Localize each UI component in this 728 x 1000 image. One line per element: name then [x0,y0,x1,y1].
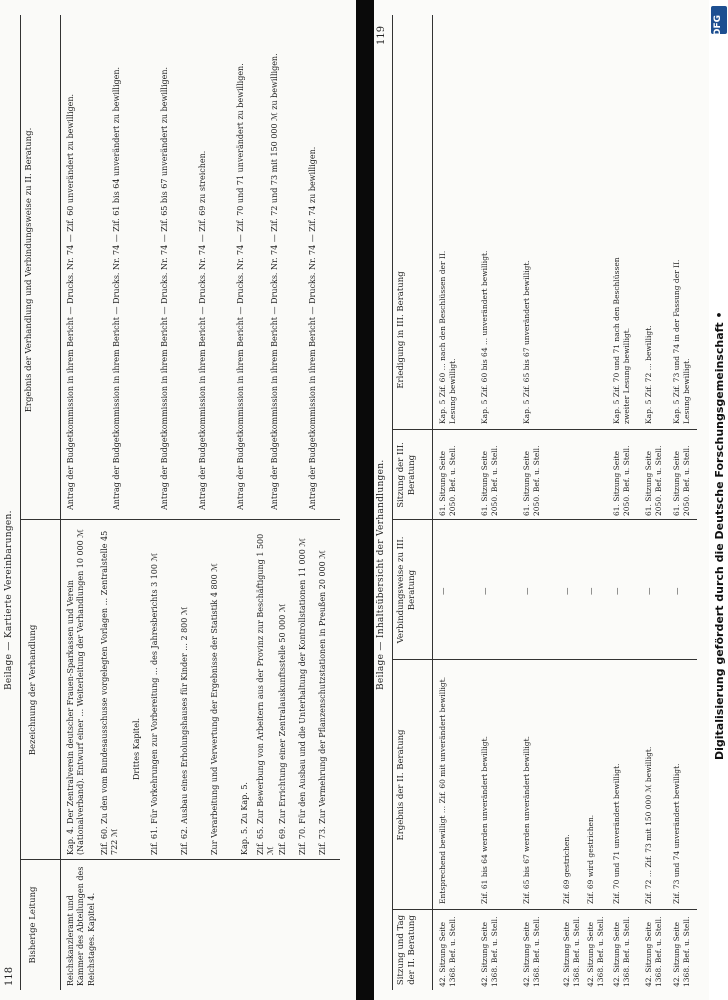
r-col-divider-1 [392,909,697,910]
row-2-sitzung3: 61. Sitzung Seite 2050. Bef. u. Stell. [522,445,542,516]
left-result-1: Antrag der Budgetkommission in ihrem Bericht — Drucks. Nr. 74 — Zif. 61 bis 64 unverändert zu bewilligen. [112,66,121,510]
row-7-sitzung: 42. Sitzung Seite 1368. Bef. u. Stell. [672,916,692,987]
row-0-verb: — [438,587,447,595]
page-number-right: 119 [376,25,387,45]
row-1-sitzung3: 61. Sitzung Seite 2050. Bef. u. Stell. [480,445,500,516]
left-result-6: Antrag der Budgetkommission in ihrem Bericht — Drucks. Nr. 74 — Zif. 74 zu bewilligen. [308,146,317,510]
header-sitzung-iii: Sitzung der III. Beratung [396,442,417,508]
row-6-verb: — [644,587,653,595]
left-block-10: Zif. 73. Zur Vermehrung der Pflanzenschutzstationen in Preußen 20 000 ℳ [318,550,327,855]
left-block-8: Zif. 69. Zur Errichtung einer Zentralauskunftsstelle 50 000 ℳ [278,603,287,855]
dfg-logo-text: DFG [713,14,723,36]
left-block-7: Zif. 65. Zur Bewerbung von Arbeitern aus der Provinz zur Beschäftigung 1 500 ℳ [256,533,276,855]
row-6-erl: Kap. 5 Zif. 72 ... bewilligt. [644,325,653,424]
left-result-2: Antrag der Budgetkommission in ihrem Bericht — Drucks. Nr. 74 — Zif. 65 bis 67 unverändert zu bewilligen. [160,66,169,510]
row-4-verb: — [586,587,595,595]
row-2-verb: — [522,587,531,595]
header-sitzung: Sitzung und Tag der II. Beratung [396,914,417,986]
running-head-right: Beilage — Inhaltsübersicht der Verhandlungen. [376,459,386,690]
col-divider-2 [20,519,340,520]
row-2-erl: Kap. 5 Zif. 65 bis 67 unverändert bewilligt. [522,260,531,424]
left-page [0,5,350,990]
row-1-erl: Kap. 5 Zif. 60 bis 64 ... unverändert bewilligt. [480,250,489,424]
left-block-9: Zif. 70. Für den Ausbau und die Unterhaltung der Kontrollstationen 11 000 ℳ [298,538,307,855]
row-1-sitzung: 42. Sitzung Seite 1368. Bef. u. Stell. [480,916,500,987]
row-6-sitzung: 42. Sitzung Seite 1368. Bef. u. Stell. [644,916,664,987]
left-block-4: Zif. 62. Ausbau eines Erholungshauses für Kinder ... 2 800 ℳ [180,606,189,855]
row-0-erl: Kap. 5 Zif. 60 ... nach den Beschlüssen der II. Lesung bewilligt. [438,250,458,424]
header-ergebnis: Ergebnis der Verhandlung und Verbindungsweise zu II. Beratung. [24,127,34,413]
right-page [372,5,707,990]
row-5-erl: Kap. 5 Zif. 70 und 71 nach den Beschlüssen zweiter Lesung bewilligt. [612,257,632,424]
r-col-divider-4 [392,429,697,430]
row-5-sitzung3: 61. Sitzung Seite 2050. Bef. u. Stell. [612,445,632,516]
left-col1-text: Reichskanzleramt und Kammer des Abteilungen des Reichstages. Kapitel 4. [66,866,96,986]
row-2-sitzung: 42. Sitzung Seite 1368. Bef. u. Stell. [522,916,542,987]
header-verbindung: Verbindungsweise zu III. Beratung [396,536,417,644]
header-erledigung: Erledigung in III. Beratung [396,271,406,389]
row-0-sitzung: 42. Sitzung Seite 1368. Bef. u. Stell. [438,916,458,987]
row-7-verb: — [672,587,681,595]
row-3-verb: — [562,587,571,595]
row-5-sitzung: 42. Sitzung Seite 1368. Bef. u. Stell. [612,916,632,987]
dfg-credit-text: Digitalisierung gefördert durch die Deutsche Forschungsgemeinschaft • [713,311,726,760]
row-5-verb: — [612,587,621,595]
left-block-1: Zif. 60. Zu den vom Bundesausschusse vorgelegten Vorlagen ... Zentralstelle 45 722 ℳ [100,530,120,855]
rule-top-left [20,15,21,990]
row-4-ergebnis: Zif. 69 wird gestrichen. [586,814,595,904]
dfg-logo [711,6,727,34]
rule-header-left [60,15,61,990]
row-5-ergebnis: Zif. 70 und 71 unverändert bewilligt. [612,763,621,904]
rule-top-right [392,15,393,990]
header-ergebnis-ii: Ergebnis der II. Beratung [396,729,406,841]
col-divider-1 [20,859,340,860]
row-2-ergebnis: Zif. 65 bis 67 werden unverändert bewilligt. [522,736,531,904]
row-6-sitzung3: 61. Sitzung Seite 2050. Bef. u. Stell. [644,445,664,516]
left-block-0: Kap. 4. Der Zentralverein deutscher Frauen-Sparkassen und Verein (Nationalverband). Entwurf einer ... Weiterleitung der Verhandlungen 10 000 ℳ [66,529,86,855]
left-result-3: Antrag der Budgetkommission in ihrem Bericht — Drucks. Nr. 74 — Zif. 69 zu streichen. [198,150,207,510]
row-1-verb: — [480,587,489,595]
left-result-4: Antrag der Budgetkommission in ihrem Bericht — Drucks. Nr. 74 — Zif. 70 und 71 unverändert zu bewilligen. [236,63,245,510]
left-result-0: Antrag der Budgetkommission in ihrem Bericht — Drucks. Nr. 74 — Zif. 60 unverändert zu bewilligen. [66,93,75,510]
r-col-divider-3 [392,519,697,520]
row-3-ergebnis: Zif. 69 gestrichen. [562,834,571,904]
left-block-6: Kap. 5. Zu Kap. 5. [240,782,249,855]
row-6-ergebnis: Zif. 72 ... Zif. 73 mit 150 000 ℳ bewilligt. [644,746,653,904]
left-result-5: Antrag der Budgetkommission in ihrem Bericht — Drucks. Nr. 74 — Zif. 72 und 73 mit 150 000 ℳ zu bewilligen. [270,53,279,510]
row-7-ergebnis: Zif. 73 und 74 unverändert bewilligt. [672,763,681,904]
row-7-erl: Kap. 5 Zif. 73 und 74 in der Fassung der II. Lesung bewilligt. [672,259,692,424]
dfg-sidebar [710,0,728,1000]
row-0-sitzung3: 61. Sitzung Seite 2050. Bef. u. Stell. [438,445,458,516]
left-block-5: Zur Verarbeitung und Verwertung der Ergebnisse der Statistik 4 800 ℳ [210,563,219,855]
row-4-sitzung: 42. Sitzung Seite 1368. Bef. u. Stell. [586,916,606,987]
row-7-sitzung3: 61. Sitzung Seite 2050. Bef. u. Stell. [672,445,692,516]
row-0-ergebnis: Entsprechend bewilligt ... Zif. 60 mit unverändert bewilligt. [438,676,447,904]
row-3-sitzung: 42. Sitzung Seite 1368. Bef. u. Stell. [562,916,582,987]
page-number-left: 118 [4,966,15,986]
rule-header-right [432,15,433,990]
header-bezeichnung: Bezeichnung der Verhandlung [28,624,38,756]
running-head-left: Beilage — Kartierte Vereinbarungen. [4,510,14,690]
row-1-ergebnis: Zif. 61 bis 64 werden unverändert bewilligt. [480,736,489,904]
left-block-2: Drittes Kapitel. [132,717,141,780]
r-col-divider-2 [392,659,697,660]
header-bisherige: Bisherige Leitung [28,886,38,964]
left-block-3: Zif. 61. Für Vorkehrungen zur Vorbereitung ... des Jahresberichts 3 100 ℳ [150,552,159,855]
